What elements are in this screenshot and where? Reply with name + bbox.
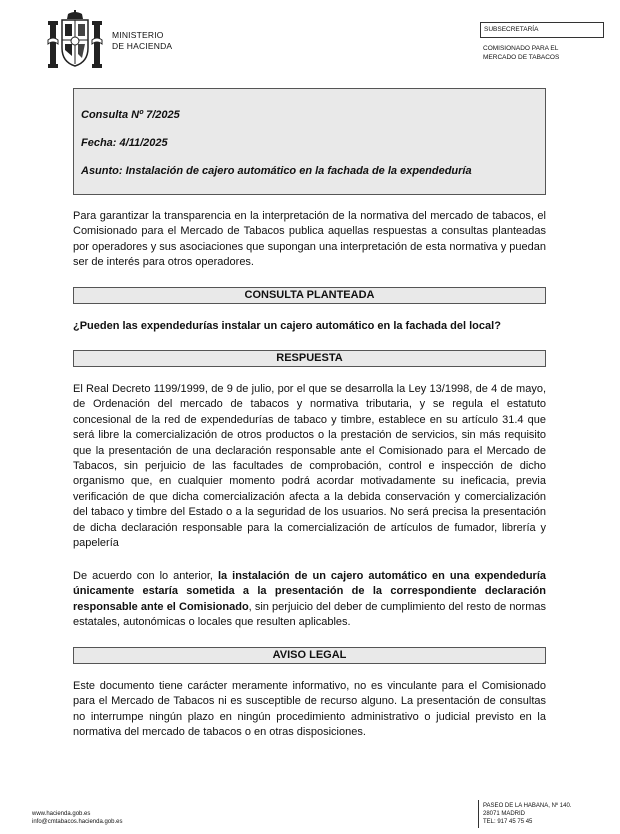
respuesta-paragraph-2 — [73, 569, 546, 631]
respuesta-paragraph-1: El Real Decreto 1199/1999, de 9 de julio, por el que se desarrolla la Ley 13/1998, de 4 de mayo, de Ordenación del mercado de tabacos y normativa tributaria, y se regula el estatuto concesional de la red de expendedurías de tabaco y timbre, establece en su artículo 31.4 que será libre la comercialización de otros productos o la prestación de servicios, sin más requisito que la presentación de una declaración responsable ante el Comisionado para el Mercado de Tabacos, sin perjuicio de las facultades de comprobación, control e inspección de dicho organismo que, en cualquier momento podrá acordar motivadamente su ineficacia, previa verificación de que dicha comercialización afecta a la debida conservación y comercialización del tabaco y timbre del Estado o a la seguridad de los usuarios. No será precisa la presentación de dicha declaración responsable para la comercialización de artículos de fumador, librería y papelería — [73, 383, 546, 550]
respuesta-p2-bold: la instalación de un cajero automático en una expendeduría únicamente estaría sometida a la presentación de la correspondiente declaración responsable ante el Comisionado — [73, 570, 547, 613]
respuesta-header: RESPUESTA — [73, 350, 546, 367]
consulta-planteada-header: CONSULTA PLANTEADA — [73, 287, 546, 304]
ministry-line-1: MINISTERIO — [112, 30, 164, 40]
aviso-legal-text: Este documento tiene carácter meramente informativo, no es vinculante para el Comisionado para el Mercado de Tabacos ni es susceptible de recurso alguno. La presentación de consultas no interrumpe ningún plazo en ningún procedimiento administrativo o judicial previsto en la normativa del mercado de tabacos o en otras disposiciones. — [73, 680, 546, 739]
comisionado-line-1: COMISIONADO PARA EL — [483, 45, 559, 52]
footer-address-line-1: PASEO DE LA HABANA, Nº 140. — [483, 803, 572, 809]
subsecretaria-box: SUBSECRETARÍA — [480, 22, 604, 38]
footer-phone: TEL: 917 45 75 45 — [483, 819, 533, 825]
footer-email-link[interactable]: info@cmtabacos.hacienda.gob.es — [32, 819, 123, 825]
consulta-date: Fecha: 4/11/2025 — [81, 137, 168, 149]
respuesta-p2-start: De acuerdo con lo anterior, — [73, 570, 218, 582]
consulta-info-box — [73, 88, 546, 195]
consulta-subject: Asunto: Instalación de cajero automático en la fachada de la expendeduría — [81, 165, 472, 177]
consulta-number: Consulta Nº 7/2025 — [81, 109, 180, 121]
footer-contact — [32, 810, 122, 826]
respuesta-p2-end: , sin perjuicio del deber de cumplimiento del resto de normas estatales, autonómicas o locales que resulten aplicables. — [73, 600, 546, 629]
footer-address-line-2: 28071 MADRID — [483, 811, 526, 817]
question-text: ¿Pueden las expendedurías instalar un cajero automático en la fachada del local? — [73, 320, 501, 332]
ministry-line-2: DE HACIENDA — [112, 41, 173, 51]
footer-address — [483, 802, 571, 826]
coat-of-arms-icon — [46, 10, 104, 72]
comisionado-line-2: MERCADO DE TABACOS — [483, 54, 560, 61]
footer-web-link[interactable]: www.hacienda.gob.es — [32, 811, 91, 817]
intro-paragraph: Para garantizar la transparencia en la interpretación de la normativa del mercado de tabacos, el Comisionado para el Mercado de Tabacos publica aquellas respuestas a consultas planteadas por operadores y sus asociaciones que supongan una interpretación de esta normativa y puedan ser de interés para otros operadores. — [73, 210, 546, 269]
footer-divider — [478, 800, 479, 828]
aviso-legal-header: AVISO LEGAL — [73, 647, 546, 664]
ministry-name — [112, 30, 172, 52]
comisionado-label — [483, 44, 559, 62]
